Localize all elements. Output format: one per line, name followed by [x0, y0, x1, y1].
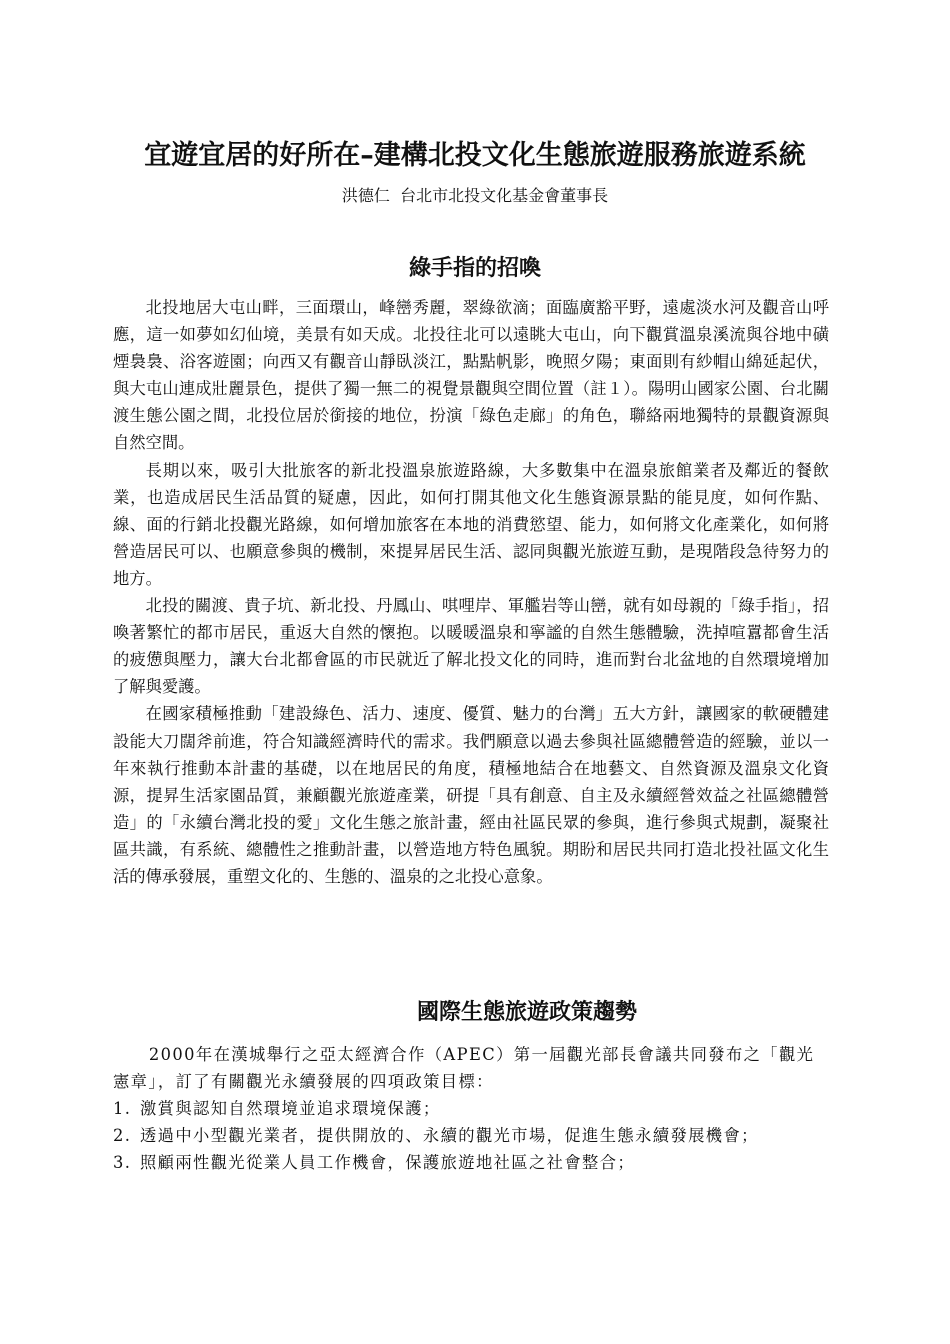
list-item-number: 2. — [113, 1126, 132, 1145]
paragraph: 北投地居大屯山畔，三面環山，峰巒秀麗，翠綠欲滴；面臨廣豁平野，遠處淡水河及觀音山呼應，這一如夢如幻仙境，美景有如天成。北投往北可以遠眺大屯山，向下觀賞溫泉溪流與谷地中磺煙裊裊、浴客遊園；向西又有觀音山靜臥淡江，點點帆影，晚照夕陽；東面則有紗帽山綿延起伏，與大屯山連成壯麗景色，提供了獨一無二的視覺景觀與空間位置（註１）。陽明山國家公園、台北關渡生態公園之間，北投位居於銜接的地位，扮演「綠色走廊」的角色，聯絡兩地獨特的景觀資源與自然空間。 — [113, 298, 829, 453]
list-item — [113, 1122, 829, 1149]
paragraph: 在國家積極推動「建設綠色、活力、速度、優質、魅力的台灣」五大方針，讓國家的軟硬體建設能大刀闊斧前進，符合知識經濟時代的需求。我們願意以過去參與社區總體營造的經驗，並以一年來執行推動本計畫的基礎，以在地居民的角度，積極地結合在地藝文、自然資源及溫泉文化資源，提昇生活家園品質，兼顧觀光旅遊產業，研提「具有創意、自主及永續經營效益之社區總體營造」的「永續台灣北投的愛」文化生態之旅計畫，經由社區民眾的參與，進行參與式規劃，凝聚社區共識，有系統、總體性之推動計畫，以營造地方特色風貌。期盼和居民共同打造北投社區文化生活的傳承發展，重塑文化的、生態的、溫泉的之北投心意象。 — [113, 704, 829, 886]
author-line: 洪德仁 台北市北投文化基金會董事長 — [341, 186, 609, 205]
list-item — [113, 1095, 829, 1122]
section-body-green-fingers — [113, 294, 829, 890]
policy-goals-list — [113, 1095, 829, 1176]
list-item-text: 照顧兩性觀光從業人員工作機會，保護旅遊地社區之社會整合； — [140, 1153, 636, 1172]
paragraph: 2000年在漢城舉行之亞太經濟合作（APEC）第一屆觀光部長會議共同發布之「觀光憲章」，訂了有關觀光永續發展的四項政策目標： — [113, 1045, 815, 1091]
paragraph: 長期以來，吸引大批旅客的新北投溫泉旅遊路線，大多數集中在溫泉旅館業者及鄰近的餐飲業，也造成居民生活品質的疑慮，因此，如何打開其他文化生態資源景點的能見度，如何作點、線、面的行銷北投觀光路線，如何增加旅客在本地的消費慾望、能力，如何將文化產業化，如何將營造居民可以、也願意參與的機制，來提昇居民生活、認同與觀光旅遊互動，是現階段急待努力的地方。 — [113, 460, 829, 588]
list-item-text: 透過中小型觀光業者，提供開放的、永續的觀光市場，促進生態永續發展機會； — [140, 1126, 759, 1145]
section-heading-ecotourism-policy: 國際生態旅遊政策趨勢 — [416, 1000, 637, 1025]
list-item-number: 1. — [113, 1099, 132, 1118]
section-heading-green-fingers: 綠手指的招喚 — [408, 256, 541, 281]
list-item-number: 3. — [113, 1153, 132, 1172]
list-item — [113, 1149, 829, 1176]
paragraph: 北投的關渡、貴子坑、新北投、丹鳳山、唭哩岸、軍艦岩等山巒，就有如母親的「綠手指」，招喚著繁忙的都市居民，重返大自然的懷抱。以暖暖溫泉和寧謐的自然生態體驗，洗掉喧囂都會生活的疲憊與壓力，讓大台北都會區的市民就近了解北投文化的同時，進而對台北盆地的自然環境增加了解與愛護。 — [113, 596, 829, 697]
section-body-ecotourism-policy — [113, 1041, 829, 1176]
document-title: 宜遊宜居的好所在–建構北投文化生態旅遊服務旅遊系統 — [144, 140, 806, 171]
list-item-text: 激賞與認知自然環境並追求環境保護； — [140, 1099, 441, 1118]
